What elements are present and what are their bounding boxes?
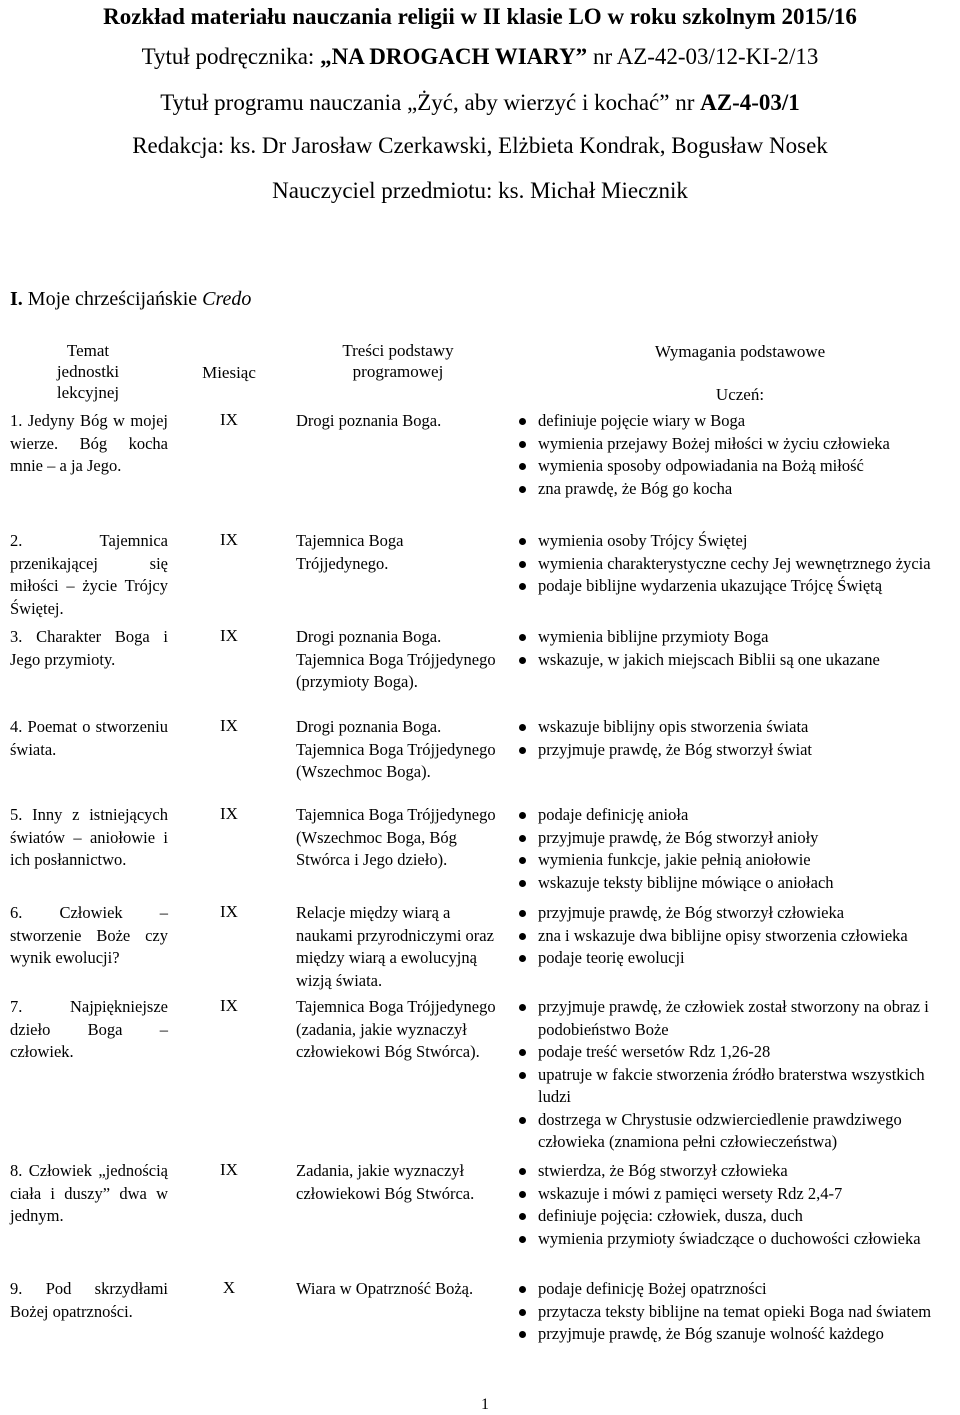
lesson-requirements bbox=[516, 716, 956, 761]
lesson-requirements bbox=[516, 530, 956, 598]
requirements-list bbox=[516, 530, 956, 598]
column-header-month: Miesiąc bbox=[202, 363, 256, 382]
column-header-content: Treści podstawy programowej bbox=[342, 341, 454, 381]
lesson-topic: 5. Inny z istniejących światów – aniołowie i ich posłannictwo. bbox=[10, 805, 168, 869]
lesson-month: IX bbox=[220, 804, 238, 823]
lesson-topic: 6. Człowiek – stworzenie Boże czy wynik ewolucji? bbox=[10, 903, 168, 967]
requirement-item: dostrzega w Chrystusie odzwierciedlenie prawdziwego człowieka (znamiona pełni człowieczeństwa) bbox=[516, 1109, 956, 1154]
lesson-content: Wiara w Opatrzność Bożą. bbox=[296, 1279, 474, 1298]
requirement-item: wymienia przejawy Bożej miłości w życiu człowieka bbox=[516, 433, 956, 456]
document-title: Rozkład materiału nauczania religii w II klasie LO w roku szkolnym 2015/16 bbox=[103, 4, 857, 29]
lesson-month: IX bbox=[220, 626, 238, 645]
requirement-item: wymienia biblijne przymioty Boga bbox=[516, 626, 956, 649]
requirements-list bbox=[516, 410, 956, 500]
lesson-content: Tajemnica Boga Trójjedynego. bbox=[296, 531, 404, 573]
requirement-item: wymienia charakterystyczne cechy Jej wewnętrznego życia bbox=[516, 553, 956, 576]
requirements-list bbox=[516, 804, 956, 894]
lesson-content: Zadania, jakie wyznaczył człowiekowi Bóg Stwórca. bbox=[296, 1161, 475, 1203]
requirement-item: przyjmuje prawdę, że Bóg szanuje wolność każdego bbox=[516, 1323, 956, 1346]
requirements-list bbox=[516, 716, 956, 761]
lesson-topic: 3. Charakter Boga i Jego przymioty. bbox=[10, 627, 168, 669]
requirement-item: przyjmuje prawdę, że Bóg stworzył anioły bbox=[516, 827, 956, 850]
requirement-item: upatruje w fakcie stworzenia źródło braterstwa wszystkich ludzi bbox=[516, 1064, 956, 1109]
lesson-requirements bbox=[516, 996, 956, 1154]
lesson-topic: 8. Człowiek „jednością ciała i duszy” dwa w jednym. bbox=[10, 1161, 168, 1225]
lesson-content: Relacje między wiarą a naukami przyrodniczymi oraz między wiarą a ewolucyjną wizją świata. bbox=[296, 903, 494, 990]
requirement-item: wskazuje, w jakich miejscach Biblii są one ukazane bbox=[516, 649, 956, 672]
requirement-item: wymienia funkcje, jakie pełnią aniołowie bbox=[516, 849, 956, 872]
lesson-month: IX bbox=[220, 996, 238, 1015]
requirement-item: przyjmuje prawdę, że człowiek został stworzony na obraz i podobieństwo Boże bbox=[516, 996, 956, 1041]
requirement-item: zna prawdę, że Bóg go kocha bbox=[516, 478, 956, 501]
textbook-name: „NA DROGACH WIARY” bbox=[320, 44, 588, 69]
requirement-item: wymienia przymioty świadczące o duchowości człowieka bbox=[516, 1228, 956, 1251]
textbook-line: Tytuł podręcznika: „NA DROGACH WIARY” nr AZ-42-03/12-KI-2/13 bbox=[141, 44, 819, 69]
lesson-topic: 2. Tajemnica przenikającej się miłości – życie Trójcy Świętej. bbox=[10, 531, 168, 618]
lesson-requirements bbox=[516, 1160, 956, 1250]
requirement-item: podaje teorię ewolucji bbox=[516, 947, 956, 970]
program-line: Tytuł programu nauczania „Żyć, aby wierzyć i kochać” nr AZ-4-03/1 bbox=[160, 90, 800, 115]
lesson-topic: 1. Jedyny Bóg w mojej wierze. Bóg kocha mnie – a ja Jego. bbox=[10, 411, 168, 475]
column-header-requirements: Wymagania podstawowe bbox=[654, 342, 826, 361]
requirement-item: zna i wskazuje dwa biblijne opisy stworzenia człowieka bbox=[516, 925, 956, 948]
editors-line: Redakcja: ks. Dr Jarosław Czerkawski, Elżbieta Kondrak, Bogusław Nosek bbox=[132, 133, 828, 158]
requirement-item: wskazuje teksty biblijne mówiące o aniołach bbox=[516, 872, 956, 895]
program-code: AZ-4-03/1 bbox=[700, 90, 800, 115]
lesson-requirements bbox=[516, 902, 956, 970]
requirement-item: wymienia osoby Trójcy Świętej bbox=[516, 530, 956, 553]
lesson-topic: 7. Najpiękniejsze dzieło Boga – człowiek. bbox=[10, 997, 168, 1061]
requirement-item: podaje definicję Bożej opatrzności bbox=[516, 1278, 956, 1301]
lesson-topic: 4. Poemat o stworzeniu świata. bbox=[10, 717, 168, 759]
section-title: I. Moje chrześcijańskie Credo bbox=[10, 288, 252, 310]
requirements-list bbox=[516, 626, 956, 671]
lesson-content: Tajemnica Boga Trójjedynego (zadania, jakie wyznaczył człowiekowi Bóg Stwórca). bbox=[296, 997, 496, 1061]
requirement-item: przytacza teksty biblijne na temat opieki Boga nad światem bbox=[516, 1301, 956, 1324]
lesson-month: IX bbox=[220, 902, 238, 921]
requirement-item: przyjmuje prawdę, że Bóg stworzył człowieka bbox=[516, 902, 956, 925]
lesson-topic: 9. Pod skrzydłami Bożej opatrzności. bbox=[10, 1279, 168, 1321]
requirement-item: wskazuje biblijny opis stworzenia świata bbox=[516, 716, 956, 739]
lesson-month: IX bbox=[220, 716, 238, 735]
lesson-content: Drogi poznania Boga. Tajemnica Boga Trójjedynego (przymioty Boga). bbox=[296, 627, 496, 691]
lesson-requirements bbox=[516, 804, 956, 894]
requirement-item: podaje biblijne wydarzenia ukazujące Trójcę Świętą bbox=[516, 575, 956, 598]
lesson-content: Drogi poznania Boga. bbox=[296, 411, 442, 430]
requirement-item: definiuje pojęcie wiary w Boga bbox=[516, 410, 956, 433]
lesson-content: Drogi poznania Boga. Tajemnica Boga Trójjedynego (Wszechmoc Boga). bbox=[296, 717, 496, 781]
requirement-item: definiuje pojęcia: człowiek, dusza, duch bbox=[516, 1205, 956, 1228]
requirement-item: przyjmuje prawdę, że Bóg stworzył świat bbox=[516, 739, 956, 762]
requirement-item: wymienia sposoby odpowiadania na Bożą miłość bbox=[516, 455, 956, 478]
lesson-requirements bbox=[516, 410, 956, 500]
column-header-topic: Temat jednostki lekcyjnej bbox=[56, 341, 120, 402]
requirements-list bbox=[516, 1160, 956, 1250]
teacher-line: Nauczyciel przedmiotu: ks. Michał Miecznik bbox=[272, 178, 688, 203]
requirements-list bbox=[516, 996, 956, 1154]
requirement-item: podaje treść wersetów Rdz 1,26-28 bbox=[516, 1041, 956, 1064]
lesson-month: IX bbox=[220, 1160, 238, 1179]
requirement-item: wskazuje i mówi z pamięci wersety Rdz 2,4-7 bbox=[516, 1183, 956, 1206]
lesson-month: IX bbox=[220, 530, 238, 549]
lesson-content: Tajemnica Boga Trójjedynego (Wszechmoc Boga, Bóg Stwórca i Jego dzieło). bbox=[296, 805, 496, 869]
requirement-item: stwierdza, że Bóg stworzył człowieka bbox=[516, 1160, 956, 1183]
lesson-month: X bbox=[222, 1278, 236, 1297]
requirement-item: podaje definicję anioła bbox=[516, 804, 956, 827]
lesson-requirements bbox=[516, 1278, 956, 1346]
requirements-list bbox=[516, 1278, 956, 1346]
page-number: 1 bbox=[481, 1396, 489, 1413]
requirements-list bbox=[516, 902, 956, 970]
lesson-requirements bbox=[516, 626, 956, 671]
lesson-month: IX bbox=[220, 410, 238, 429]
column-header-student: Uczeń: bbox=[715, 385, 765, 404]
